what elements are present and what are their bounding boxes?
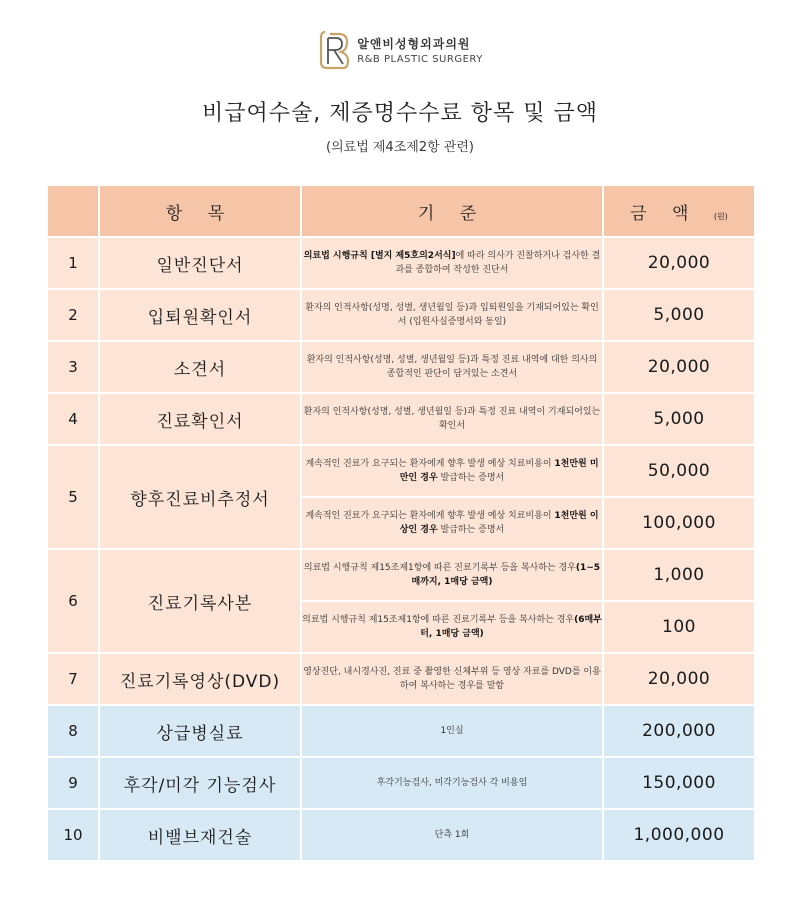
row-number: 3	[47, 341, 99, 393]
rb-monogram-icon	[317, 28, 351, 72]
table-row	[47, 653, 755, 705]
row-number: 5	[47, 445, 99, 549]
row-criteria: 환자의 인적사항(성명, 성별, 생년월일 등)과 특정 진료 내역에 대한 의사의 종합적인 판단이 담겨있는 소견서	[301, 341, 603, 393]
clinic-logo	[0, 28, 800, 72]
row-amount: 5,000	[603, 289, 755, 341]
header-number	[47, 185, 99, 237]
logo-english-text: R&B PLASTIC SURGERY	[357, 54, 483, 65]
table-header-row	[47, 185, 755, 237]
row-item: 일반진단서	[99, 237, 301, 289]
row-item: 향후진료비추정서	[99, 445, 301, 549]
row-number: 7	[47, 653, 99, 705]
row-number: 1	[47, 237, 99, 289]
row-amount: 20,000	[603, 237, 755, 289]
table-row	[47, 549, 755, 601]
row-criteria: 후각기능검사, 미각기능검사 각 비용임	[301, 757, 603, 809]
table-row	[47, 809, 755, 861]
row-criteria: 계속적인 진료가 요구되는 환자에게 향후 발생 예상 치료비용이 1천만원 이상인 경우 발급하는 증명서	[301, 497, 603, 549]
row-amount: 100,000	[603, 497, 755, 549]
table-row	[47, 341, 755, 393]
row-item: 진료확인서	[99, 393, 301, 445]
row-item: 비밸브재건술	[99, 809, 301, 861]
table-row	[47, 237, 755, 289]
row-criteria: 단측 1회	[301, 809, 603, 861]
row-criteria: 영상진단, 내시경사진, 진료 중 촬영한 신체부위 등 영상 자료를 DVD를 이용하여 복사하는 경우를 말함	[301, 653, 603, 705]
table-row	[47, 757, 755, 809]
table-row	[47, 289, 755, 341]
header-unit: (원)	[713, 211, 728, 221]
row-amount: 200,000	[603, 705, 755, 757]
row-item: 진료기록사본	[99, 549, 301, 653]
row-number: 2	[47, 289, 99, 341]
row-amount: 1,000,000	[603, 809, 755, 861]
row-criteria: 의료법 시행규칙 [별지 제5호의2서식]에 따라 의사가 진찰하거나 검사한 결과를 종합하여 작성한 진단서	[301, 237, 603, 289]
table-row	[47, 393, 755, 445]
row-amount: 100	[603, 601, 755, 653]
row-criteria: 환자의 인적사항(성명, 성별, 생년월일 등)과 특정 진료 내역이 기재되어있는 확인서	[301, 393, 603, 445]
row-item: 진료기록영상(DVD)	[99, 653, 301, 705]
row-item: 후각/미각 기능검사	[99, 757, 301, 809]
page-subtitle: (의료법 제4조제2항 관련)	[326, 140, 474, 155]
header-criteria: 기 준	[301, 185, 603, 237]
row-number: 10	[47, 809, 99, 861]
row-amount: 1,000	[603, 549, 755, 601]
page-title: 비급여수술, 제증명수수료 항목 및 금액	[202, 101, 598, 126]
row-criteria: 환자의 인적사항(성명, 성별, 생년월일 등)과 입퇴원일을 기재되어있는 확인서 (입원사실증명서와 동일)	[301, 289, 603, 341]
row-amount: 5,000	[603, 393, 755, 445]
row-item: 입퇴원확인서	[99, 289, 301, 341]
row-criteria: 의료법 시행규칙 제15조제1항에 따른 진료기록부 등을 복사하는 경우(6매부터, 1매당 금액)	[301, 601, 603, 653]
row-amount: 150,000	[603, 757, 755, 809]
table-row	[47, 705, 755, 757]
fee-table	[46, 184, 756, 862]
row-amount: 20,000	[603, 653, 755, 705]
header-amount: 금 액 (원)	[603, 185, 755, 237]
logo-korean-text: 알앤비성형외과의원	[357, 37, 471, 51]
row-item: 소견서	[99, 341, 301, 393]
row-number: 9	[47, 757, 99, 809]
row-number: 8	[47, 705, 99, 757]
row-amount: 50,000	[603, 445, 755, 497]
row-number: 4	[47, 393, 99, 445]
row-item: 상급병실료	[99, 705, 301, 757]
row-criteria: 1인실	[301, 705, 603, 757]
row-criteria: 의료법 시행규칙 제15조제1항에 따른 진료기록부 등을 복사하는 경우(1~5매까지, 1매당 금액)	[301, 549, 603, 601]
header-item: 항 목	[99, 185, 301, 237]
row-amount: 20,000	[603, 341, 755, 393]
row-number: 6	[47, 549, 99, 653]
row-criteria: 계속적인 진료가 요구되는 환자에게 향후 발생 예상 치료비용이 1천만원 미만인 경우 발급하는 증명서	[301, 445, 603, 497]
table-row	[47, 445, 755, 497]
